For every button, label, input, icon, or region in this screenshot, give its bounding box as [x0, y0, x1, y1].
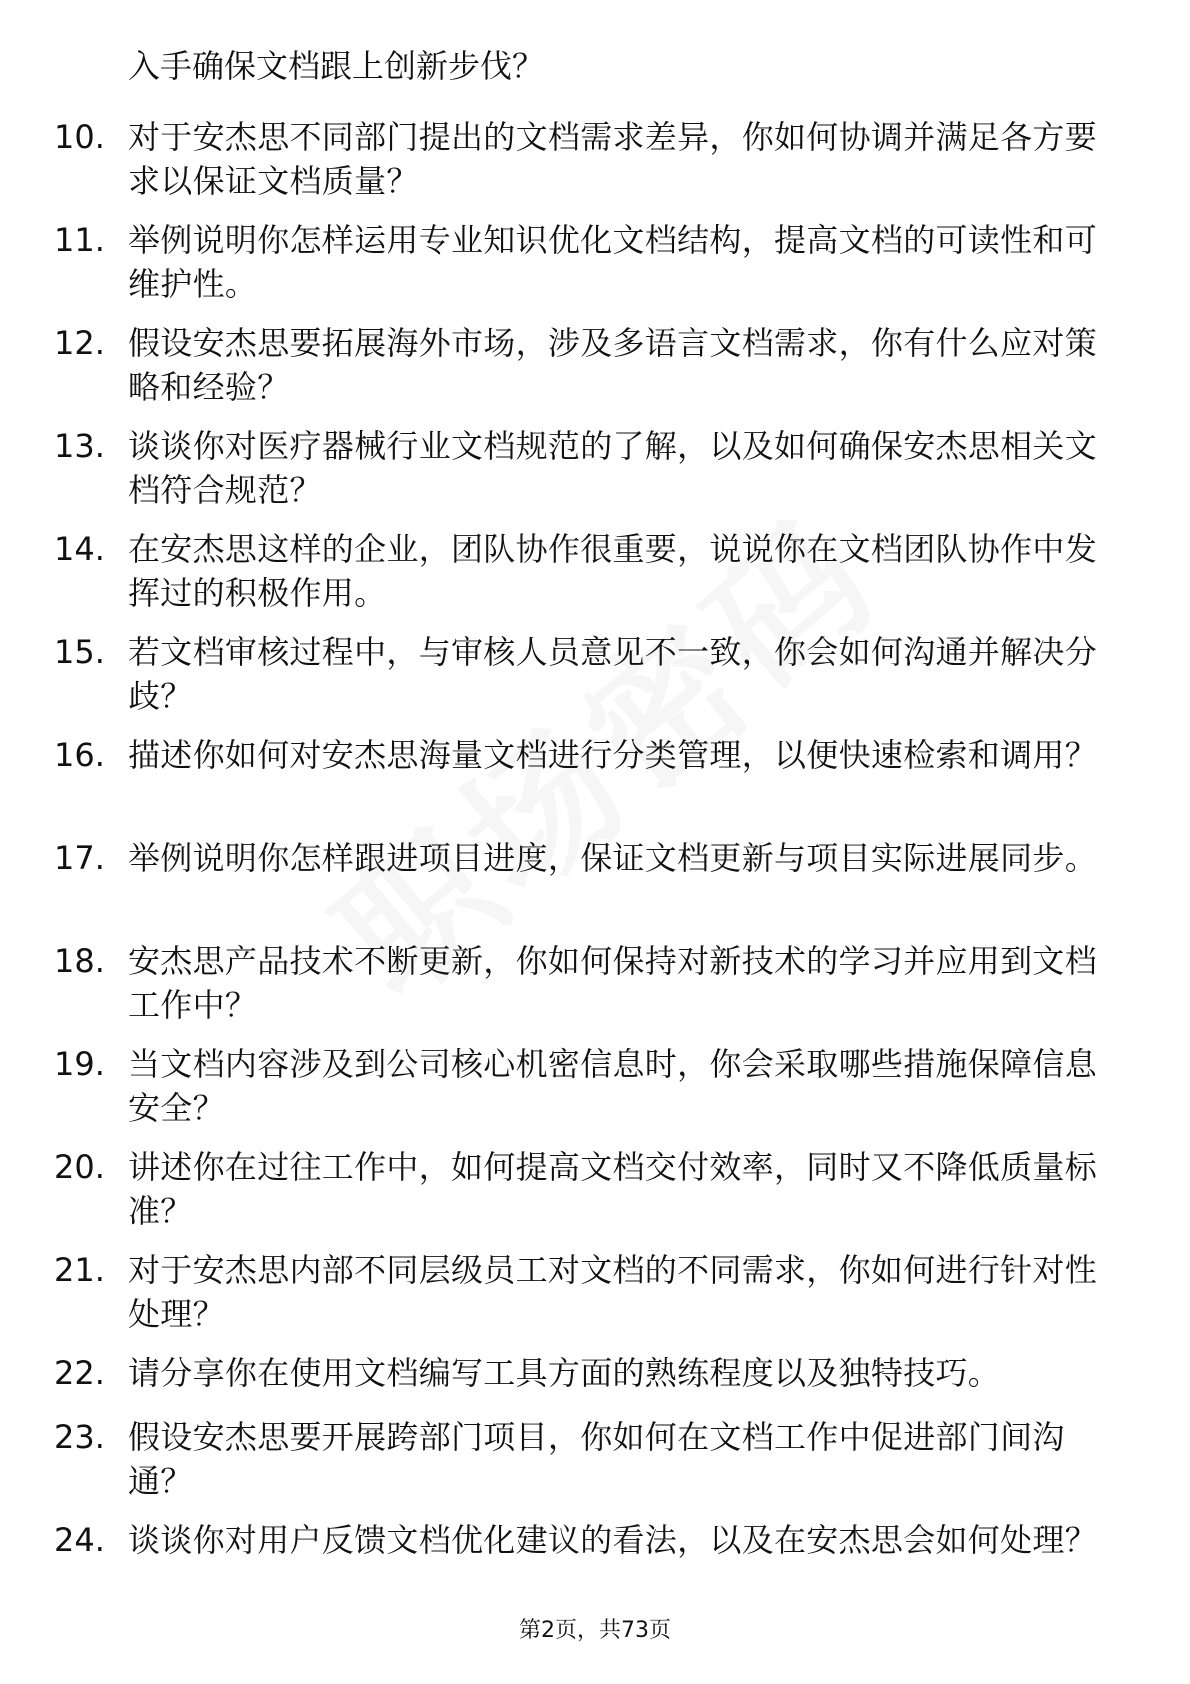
question-number: 14.: [54, 530, 105, 568]
question-number: 13.: [54, 427, 105, 465]
question-number: 23.: [54, 1418, 105, 1456]
question-number: 12.: [54, 324, 105, 362]
question-number: 16.: [54, 736, 105, 774]
question-text: 讲述你在过往工作中，如何提高文档交付效率，同时又不降低质量标准？: [128, 1148, 1098, 1230]
list-item: [0, 1351, 1190, 1395]
list-item: [0, 218, 1190, 301]
question-number: 19.: [54, 1045, 105, 1083]
question-text: 对于安杰思不同部门提出的文档需求差异，你如何协调并满足各方要求以保证文档质量？: [128, 118, 1098, 200]
question-text: 假设安杰思要开展跨部门项目，你如何在文档工作中促进部门间沟通？: [128, 1418, 1065, 1500]
question-text: 安杰思产品技术不断更新，你如何保持对新技术的学习并应用到文档工作中？: [128, 942, 1098, 1024]
question-number: 18.: [54, 942, 105, 980]
list-item: [0, 1145, 1190, 1228]
question-text: 描述你如何对安杰思海量文档进行分类管理，以便快速检索和调用？: [128, 736, 1098, 774]
question-text: 在安杰思这样的企业，团队协作很重要，说说你在文档团队协作中发挥过的积极作用。: [128, 530, 1098, 612]
question-number: 11.: [54, 221, 105, 259]
list-item: [0, 1248, 1190, 1331]
question-number: 17.: [54, 839, 105, 877]
list-item: [0, 115, 1190, 198]
list-item: [0, 733, 1190, 816]
list-item: [0, 321, 1190, 404]
question-number: 10.: [54, 118, 105, 156]
question-number: 22.: [54, 1354, 105, 1392]
question-text: 当文档内容涉及到公司核心机密信息时，你会采取哪些措施保障信息安全？: [128, 1045, 1098, 1127]
question-number: 15.: [54, 633, 105, 671]
list-item: [0, 1415, 1190, 1498]
page-number-footer: 第2页，共73页: [519, 1618, 671, 1643]
question-text: 举例说明你怎样运用专业知识优化文档结构，提高文档的可读性和可维护性。: [128, 221, 1098, 303]
question-text: 请分享你在使用文档编写工具方面的熟练程度以及独特技巧。: [128, 1354, 1001, 1392]
question-text: 假设安杰思要拓展海外市场，涉及多语言文档需求，你有什么应对策略和经验？: [128, 324, 1098, 406]
question-text: 谈谈你对用户反馈文档优化建议的看法，以及在安杰思会如何处理？: [128, 1521, 1098, 1559]
question-text: 谈谈你对医疗器械行业文档规范的了解，以及如何确保安杰思相关文档符合规范？: [128, 427, 1098, 509]
list-item: [0, 939, 1190, 1022]
question-text: 举例说明你怎样跟进项目进度，保证文档更新与项目实际进展同步。: [128, 839, 1098, 877]
list-item: [0, 836, 1190, 919]
list-item: [0, 1518, 1190, 1601]
list-item: [0, 424, 1190, 507]
question-number: 24.: [54, 1521, 105, 1559]
list-item: [0, 630, 1190, 713]
question-text: 若文档审核过程中，与审核人员意见不一致，你会如何沟通并解决分歧？: [128, 633, 1098, 715]
question-text: 对于安杰思内部不同层级员工对文档的不同需求，你如何进行针对性处理？: [128, 1251, 1098, 1333]
list-item: [0, 1042, 1190, 1125]
continued-question-text: 入手确保文档跟上创新步伐？: [128, 47, 545, 85]
question-list: [0, 115, 1190, 1621]
list-item: [0, 527, 1190, 610]
question-number: 21.: [54, 1251, 105, 1289]
question-number: 20.: [54, 1148, 105, 1186]
